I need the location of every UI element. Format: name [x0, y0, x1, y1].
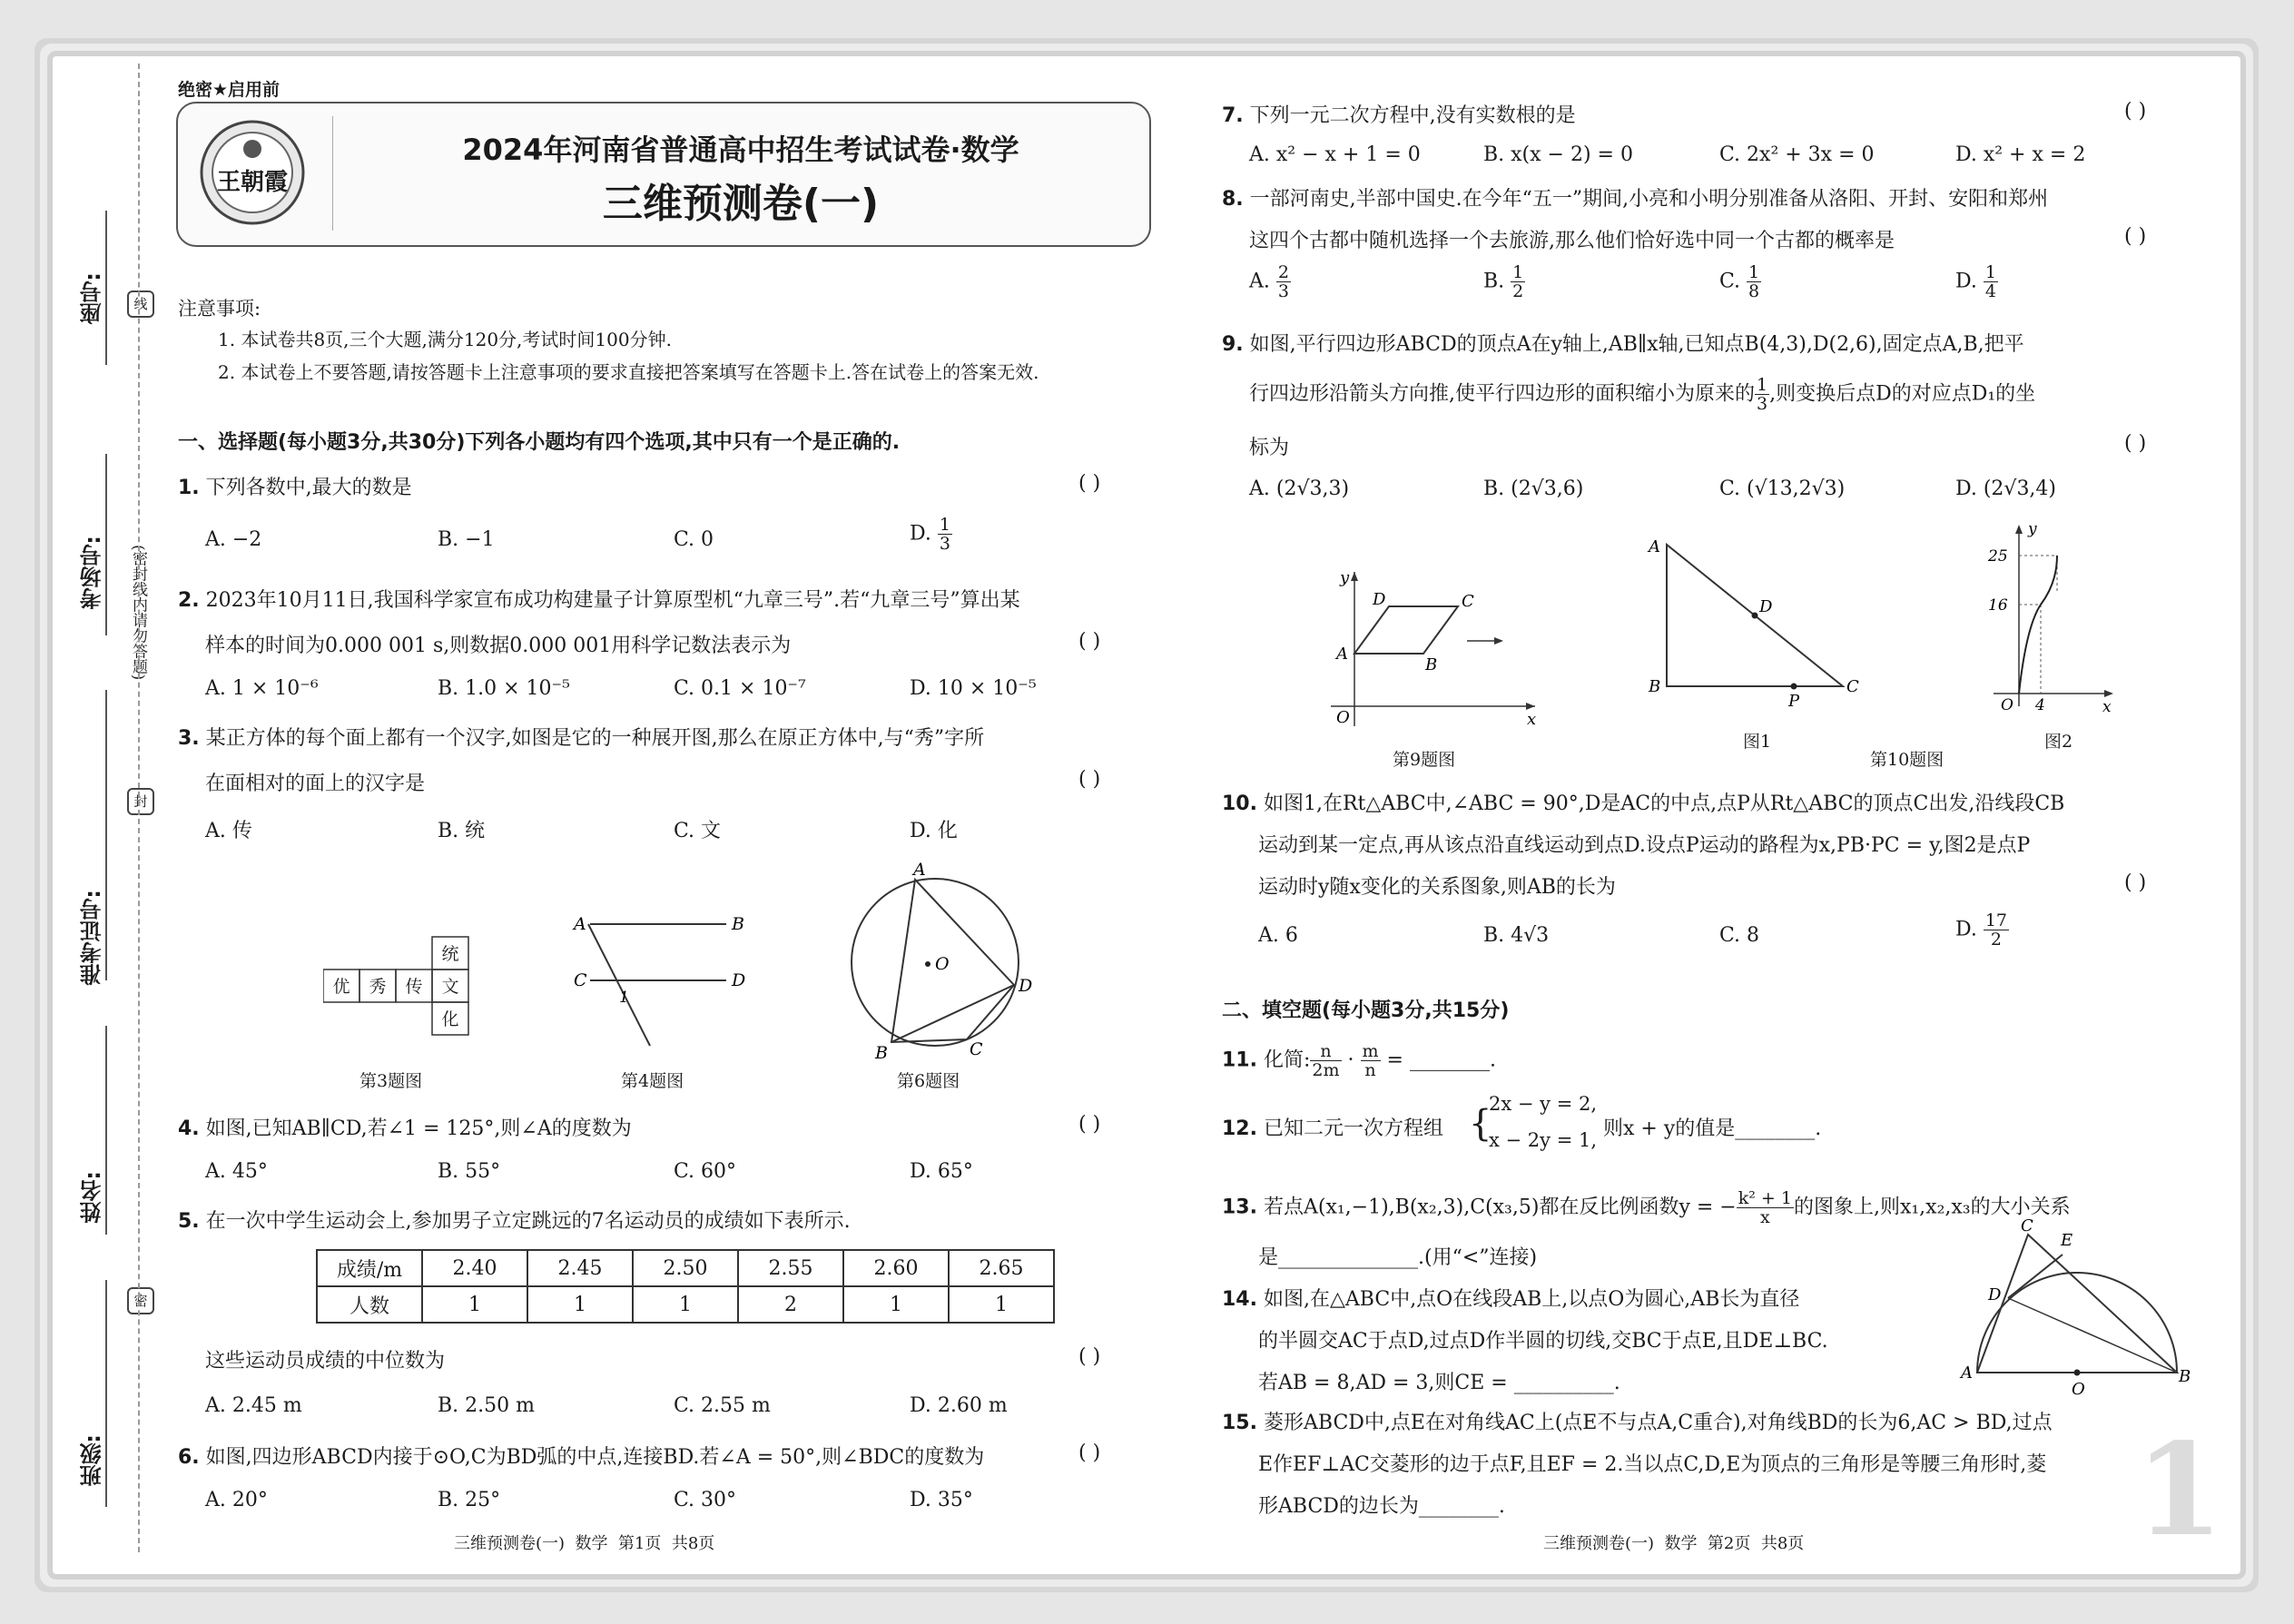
label-o: O — [1336, 708, 1350, 727]
q5: 5. 在一次中学生运动会上,参加男子立定跳远的7名运动员的成绩如下表所示. — [178, 1210, 851, 1233]
label-o: O — [2072, 1380, 2085, 1399]
label-a: A — [1961, 1363, 1973, 1383]
footer-right: 三维预测卷(一) 数学 第2页 共8页 — [1543, 1534, 1805, 1553]
q4-answer-paren: ( ) — [1078, 1113, 1101, 1136]
q6-option-c: C. 30° — [674, 1489, 737, 1511]
figure-14-semicircle — [1957, 1218, 2193, 1400]
label-a: A — [1649, 537, 1660, 556]
point-d — [1752, 613, 1758, 619]
q6-option-a: A. 20° — [205, 1489, 268, 1511]
q9-line1: 9. 如图,平行四边形ABCD的顶点A在y轴上,AB∥x轴,已知点B(4,3),D(2,6),固定点A,B,把平 — [1222, 333, 2024, 356]
q1-option-d: D. $\frac{1}{3}$ — [910, 515, 950, 554]
table-cell: 2.60 — [843, 1250, 949, 1286]
q12-eq1: 2x − y = 2, — [1489, 1093, 1597, 1115]
tangent-de — [2008, 1255, 2063, 1298]
semicircle — [1977, 1273, 2177, 1373]
q9-answer-paren: ( ) — [2124, 432, 2147, 455]
q5-line2: 这些运动员成绩的中位数为 — [205, 1350, 446, 1373]
footer-left: 三维预测卷(一) 数学 第1页 共8页 — [454, 1534, 715, 1553]
q6-option-d: D. 35° — [910, 1489, 973, 1511]
q10-option-c: C. 8 — [1719, 924, 1760, 947]
q2-option-d: D. 10 × 10⁻⁵ — [910, 677, 1037, 700]
q5-option-a: A. 2.45 m — [205, 1394, 302, 1417]
q7-answer-paren: ( ) — [2124, 100, 2147, 123]
q7: 7. 下列一元二次方程中,没有实数根的是 — [1222, 104, 1576, 127]
table-cell: 1 — [633, 1286, 738, 1323]
label-o: O — [935, 954, 950, 974]
table-row — [317, 1250, 1054, 1286]
q3-option-d: D. 化 — [910, 820, 958, 842]
binding-notice: (密封线内请勿答题) — [129, 545, 147, 681]
q9-option-d: D. (2√3,4) — [1955, 477, 2057, 500]
segment-bd — [891, 985, 1014, 1042]
exam-room-line — [105, 454, 107, 635]
binding-mark-secret: 密 — [127, 1287, 154, 1314]
q9-line3: 标为 — [1249, 437, 1290, 459]
figure-6-caption: 第6题图 — [897, 1071, 960, 1091]
q2-option-b: B. 1.0 × 10⁻⁵ — [438, 677, 570, 700]
label-y: y — [2028, 520, 2037, 538]
label-c: C — [1462, 592, 1474, 611]
point-p — [1791, 684, 1797, 690]
secret-label: 绝密★启用前 — [178, 80, 281, 100]
q7-option-b: B. x(x − 2) = 0 — [1483, 143, 1633, 166]
q8-option-d: D. $\frac{1}{4}$ — [1955, 262, 1996, 301]
q10-option-a: A. 6 — [1258, 924, 1298, 947]
notice-item-2: 2. 本试卷上不要答题,请按答题卡上注意事项的要求直接把答案填写在答题卡上.答在试卷上的答案无效. — [218, 361, 1039, 383]
q5-option-d: D. 2.60 m — [910, 1394, 1008, 1417]
q1-option-a: A. −2 — [205, 528, 262, 551]
graph-curve — [2019, 556, 2057, 694]
seat-line — [105, 211, 107, 365]
table-cell: 1 — [843, 1286, 949, 1323]
q11: 11. 化简: $\frac{n}{2m}$ · $\frac{m}{n}$ = ________. — [1222, 1041, 1496, 1080]
q8-option-b: B. $\frac{1}{2}$ — [1483, 262, 1524, 301]
name-line — [105, 1026, 107, 1235]
q14-line2: 的半圆交AC于点D,过点D作半圆的切线,交BC于点E,且DE⊥BC. — [1258, 1330, 1828, 1353]
q4-option-c: C. 60° — [674, 1160, 737, 1183]
table-cell: 2.50 — [633, 1250, 738, 1286]
q8-answer-paren: ( ) — [2124, 225, 2147, 248]
table-cell: 2.65 — [949, 1250, 1054, 1286]
parallelogram-abcd — [1354, 606, 1458, 654]
table-cell: 2.40 — [422, 1250, 527, 1286]
q12-suffix: 则x + y的值是________. — [1603, 1117, 1822, 1140]
exam-room-field: 考场号: — [80, 536, 105, 610]
q4: 4. 如图,已知AB∥CD,若∠1 = 125°,则∠A的度数为 — [178, 1117, 632, 1140]
q12-eq2: x − 2y = 1, — [1489, 1129, 1597, 1151]
q10-option-b: B. 4√3 — [1483, 924, 1550, 947]
net-cell-wen: 文 — [441, 977, 459, 997]
figure-10-caption: 第10题图 — [1870, 750, 1944, 770]
q3-answer-paren: ( ) — [1078, 768, 1101, 791]
net-cell-xiu: 秀 — [369, 977, 387, 997]
q1-text: 下列各数中,最大的数是 — [205, 477, 412, 499]
figure-10-triangle — [1641, 534, 1877, 706]
title-divider — [332, 116, 333, 231]
net-cell-you: 优 — [332, 977, 350, 997]
q8-line1: 8. 一部河南史,半部中国史.在今年“五一”期间,小亮和小明分别准备从洛阳、开封、安阳和郑州 — [1222, 188, 2049, 211]
table-cell: 2.55 — [738, 1250, 843, 1286]
ticket-line — [105, 690, 107, 980]
label-d: D — [1988, 1285, 2002, 1304]
figure-9-parallelogram — [1313, 563, 1549, 735]
figure-10-2-caption: 图2 — [2044, 732, 2073, 752]
title-box — [176, 102, 1151, 247]
label-a: A — [1336, 645, 1348, 664]
label-d: D — [1019, 976, 1033, 996]
notice-title: 注意事项: — [178, 298, 261, 320]
q12: 12. 已知二元一次方程组 — [1222, 1117, 1443, 1140]
figure-9-caption: 第9题图 — [1393, 750, 1456, 770]
q10-line2: 运动到某一定点,再从该点沿直线运动到点D.设点P运动的路程为x,PB·PC = y,图2是点P — [1258, 834, 2031, 857]
q8-option-a: A. $\frac{2}{3}$ — [1249, 262, 1289, 301]
label-p: P — [1788, 692, 1800, 706]
label-b: B — [1649, 677, 1661, 696]
label-c: C — [574, 970, 587, 990]
q14-line1: 14. 如图,在△ABC中,点O在线段AB上,以点O为圆心,AB长为直径 — [1222, 1288, 1800, 1311]
seat-field: 座号: — [80, 272, 105, 325]
exam-title: 2024年河南省普通高中招生考试试卷·数学 — [462, 133, 1019, 167]
q15-line1: 15. 菱形ABCD中,点E在对角线AC上(点E不与点A,C重合),对角线BD的长为6,AC > BD,过点 — [1222, 1412, 2053, 1434]
label-d: D — [1373, 590, 1386, 609]
q1-option-b: B. −1 — [438, 528, 495, 551]
name-field: 姓名: — [80, 1171, 105, 1224]
q9-option-a: A. (2√3,3) — [1249, 477, 1350, 500]
q6: 6. 如图,四边形ABCD内接于⊙O,C为BD弧的中点,连接BD.若∠A = 50°,则∠BDC的度数为 — [178, 1446, 985, 1469]
q4-option-b: B. 55° — [438, 1160, 501, 1183]
net-cell-chuan: 传 — [405, 977, 423, 997]
label-o: O — [2001, 696, 2013, 714]
q3-line2: 在面相对的面上的汉字是 — [205, 773, 426, 795]
label-b: B — [875, 1043, 888, 1062]
q4-option-d: D. 65° — [910, 1160, 973, 1183]
q2-line1: 2. 2023年10月11日,我国科学家宣布成功构建量子计算原型机“九章三号”.若“九章三号”算出某 — [178, 589, 1020, 612]
y-axis-arrow — [1351, 572, 1358, 581]
q2-answer-paren: ( ) — [1078, 630, 1101, 653]
q10-option-d: D. $\frac{17}{2}$ — [1955, 910, 2008, 950]
notice-item-1: 1. 本试卷共8页,三个大题,满分120分,考试时间100分钟. — [218, 329, 672, 350]
q2-option-a: A. 1 × 10⁻⁶ — [205, 677, 319, 700]
q8-line2: 这四个古都中随机选择一个去旅游,那么他们恰好选中同一个古都的概率是 — [1249, 230, 1895, 252]
label-x: x — [1527, 710, 1537, 729]
figure-4-parallel-lines — [563, 904, 763, 1049]
label-a: A — [913, 862, 926, 880]
center-o — [2074, 1370, 2081, 1376]
q9-option-c: C. (√13,2√3) — [1719, 477, 1846, 500]
q4-option-a: A. 45° — [205, 1160, 268, 1183]
label-d: D — [1759, 597, 1773, 616]
q6-answer-paren: ( ) — [1078, 1442, 1101, 1464]
q5-answer-paren: ( ) — [1078, 1345, 1101, 1368]
q5-option-b: B. 2.50 m — [438, 1394, 535, 1417]
q7-option-c: C. 2x² + 3x = 0 — [1719, 143, 1875, 166]
table-row — [317, 1286, 1054, 1323]
q6-option-b: B. 25° — [438, 1489, 501, 1511]
q5-score-table — [316, 1249, 1055, 1324]
q8-option-c: C. $\frac{1}{8}$ — [1719, 262, 1760, 301]
label-e: E — [2061, 1231, 2073, 1250]
figure-10-graph — [1975, 517, 2121, 717]
triangle-abc — [1977, 1235, 2177, 1373]
logo-text: 王朝霞 — [216, 169, 288, 196]
q14-line3: 若AB = 8,AD = 3,则CE = __________. — [1258, 1372, 1620, 1394]
binding-dash — [138, 64, 142, 1552]
push-arrow-head — [1494, 637, 1503, 645]
q10-line1: 10. 如图1,在Rt△ABC中,∠ABC = 90°,D是AC的中点,点P从Rt△ABC的顶点C出发,沿线段CB — [1222, 792, 2065, 815]
table-cell: 成绩/m — [317, 1250, 422, 1286]
label-c: C — [1846, 677, 1859, 696]
transversal — [588, 924, 650, 1046]
ticket-number-field: 准考证号: — [80, 890, 105, 986]
q5-option-c: C. 2.55 m — [674, 1394, 771, 1417]
table-cell: 人数 — [317, 1286, 422, 1323]
q3-option-c: C. 文 — [674, 820, 722, 842]
angle-1-label: 1 — [619, 989, 629, 1007]
q7-option-d: D. x² + x = 2 — [1955, 143, 2086, 166]
tick-25: 25 — [1988, 547, 2008, 566]
table-cell: 1 — [527, 1286, 633, 1323]
q7-option-a: A. x² − x + 1 = 0 — [1249, 143, 1421, 166]
q9-line2: 行四边形沿箭头方向推,使平行四边形的面积缩小为原来的 $\frac{1}{3}$ ,则变换后点D的对应点D₁的坐 — [1249, 375, 2036, 414]
q1-number: 1. — [178, 477, 200, 499]
q3-option-b: B. 统 — [438, 820, 486, 842]
class-field: 班级: — [80, 1434, 105, 1487]
section2-title: 二、填空题(每小题3分,共15分) — [1222, 999, 1510, 1022]
q3-option-a: A. 传 — [205, 820, 252, 842]
label-b: B — [2179, 1367, 2191, 1386]
q10-answer-paren: ( ) — [2124, 871, 2147, 894]
y-axis-arrow — [2015, 525, 2023, 534]
q13-line2: 是______________.(用“<”连接) — [1258, 1246, 1538, 1269]
net-cell-tong: 统 — [441, 944, 459, 964]
label-c: C — [970, 1039, 983, 1059]
binding-mark-seal: 封 — [127, 788, 154, 815]
q15-line3: 形ABCD的边长为________. — [1258, 1495, 1505, 1518]
class-line — [105, 1280, 107, 1507]
q2-line2: 样本的时间为0.000 001 s,则数据0.000 001用科学记数法表示为 — [205, 635, 792, 657]
x-axis-arrow — [1526, 703, 1535, 710]
x-axis-arrow — [2104, 690, 2113, 697]
center-point — [925, 961, 930, 967]
q3-line1: 3. 某正方体的每个面上都有一个汉字,如图是它的一种展开图,那么在原正方体中,与“秀”字所 — [178, 727, 985, 750]
label-b: B — [732, 914, 744, 934]
figure-10-1-caption: 图1 — [1743, 732, 1772, 752]
section1-title: 一、选择题(每小题3分,共30分)下列各小题均有四个选项,其中只有一个是正确的. — [178, 431, 901, 454]
q1 — [178, 472, 412, 500]
figure-3-caption: 第3题图 — [359, 1071, 423, 1091]
table-cell: 1 — [949, 1286, 1054, 1323]
label-x: x — [2102, 698, 2112, 716]
label-a: A — [574, 914, 586, 934]
figure-3-cube-net — [323, 935, 472, 1037]
table-cell: 2 — [738, 1286, 843, 1323]
q12-brace: { — [1469, 1103, 1492, 1145]
segment-db — [2008, 1298, 2177, 1373]
q13-line1: 13. 若点A(x₁,−1),B(x₂,3),C(x₃,5)都在反比例函数y = − $\frac{\text{k² + 1}}{x}$ 的图象上,则x₁,x₂,x₃的大小关系 — [1222, 1188, 2071, 1227]
q1-option-c: C. 0 — [674, 528, 714, 551]
q1-answer-paren: ( ) — [1078, 472, 1101, 495]
q15-line2: E作EF⊥AC交菱形的边于点F,且EF = 2.当以点C,D,E为顶点的三角形是等腰三角形时,菱 — [1258, 1453, 2047, 1476]
binding-mark-line: 线 — [127, 290, 154, 318]
label-y: y — [1340, 568, 1350, 587]
figure-4-caption: 第4题图 — [621, 1071, 684, 1091]
net-cell-hua: 化 — [441, 1009, 459, 1029]
school-logo — [198, 118, 307, 227]
label-b: B — [1425, 655, 1438, 674]
table-cell: 2.45 — [527, 1250, 633, 1286]
tick-16: 16 — [1988, 596, 2008, 615]
tick-4: 4 — [2035, 696, 2045, 714]
q10-line3: 运动时y随x变化的关系图象,则AB的长为 — [1258, 876, 1616, 899]
q2-option-c: C. 0.1 × 10⁻⁷ — [674, 677, 806, 700]
label-d: D — [732, 970, 746, 990]
label-c: C — [2021, 1218, 2033, 1235]
figure-6-circle — [835, 862, 1044, 1062]
table-cell: 1 — [422, 1286, 527, 1323]
q9-option-b: B. (2√3,6) — [1483, 477, 1584, 500]
paper-title: 三维预测卷(一) — [602, 181, 880, 227]
corner-page-number: 1 — [2135, 1416, 2224, 1565]
